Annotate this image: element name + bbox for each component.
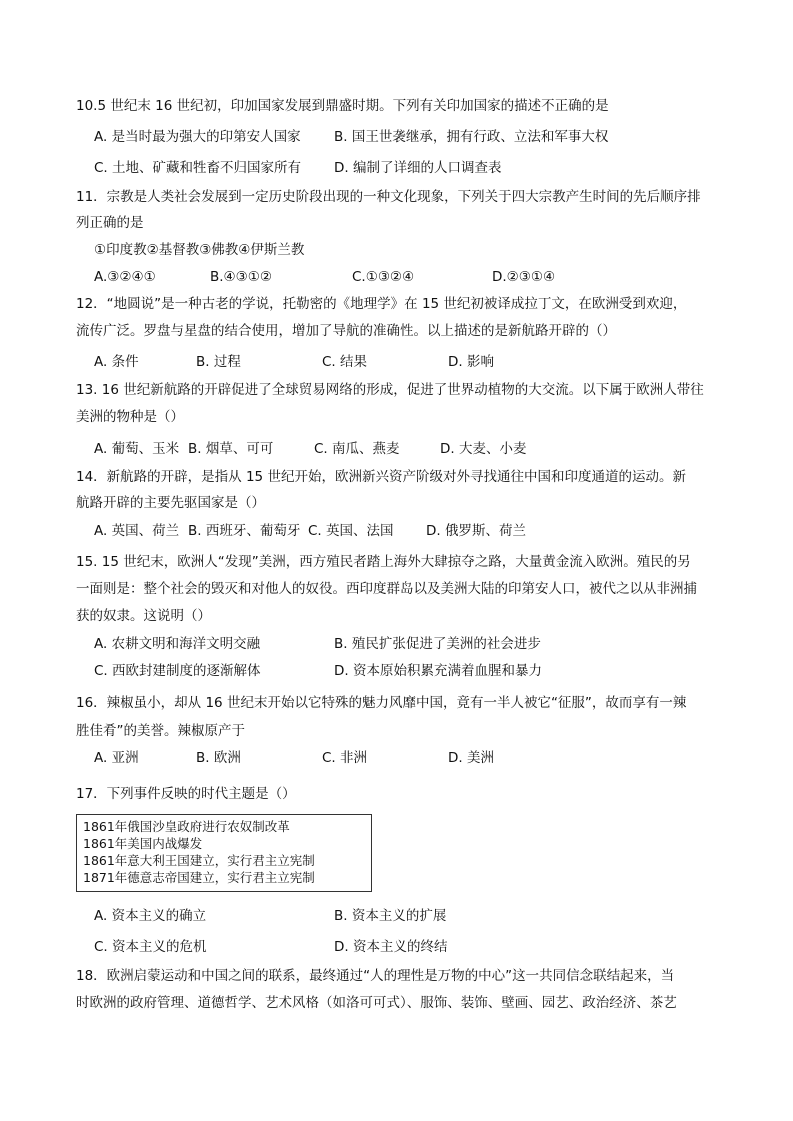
question-13-option-c: C. 南瓜、燕麦: [314, 441, 400, 457]
question-13-text-line2: 美洲的物种是（）: [76, 409, 184, 425]
question-14-option-c: C. 英国、法国: [308, 523, 394, 539]
question-13-option-a: A. 葡萄、玉米: [94, 441, 180, 457]
question-17-events-box: [76, 814, 372, 892]
question-16-text-line2: 胜佳肴”的美誉。辣椒原产于: [76, 723, 245, 739]
question-17-option-a: A. 资本主义的确立: [94, 908, 207, 924]
question-11-text-line1: 11．宗教是人类社会发展到一定历史阶段出现的一种文化现象，下列关于四大宗教产生时间的先后顺序排: [76, 189, 701, 205]
question-11-option-a: A.③②④①: [94, 269, 156, 285]
question-14-option-d: D. 俄罗斯、荷兰: [426, 523, 526, 539]
event-line: 1861年俄国沙皇政府进行农奴制改革: [83, 819, 290, 834]
question-15-text-line1: 15. 15 世纪末，欧洲人“发现”美洲，西方殖民者踏上海外大肆掠夺之路，大量黄金流入欧洲。殖民的另: [76, 554, 691, 570]
question-13-option-b: B. 烟草、可可: [188, 441, 274, 457]
question-13-text-line1: 13. 16 世纪新航路的开辟促进了全球贸易网络的形成，促进了世界动植物的大交流。以下属于欧洲人带往: [76, 382, 704, 398]
question-15-text-line3: 获的奴隶。这说明（）: [76, 608, 211, 624]
question-14-text-line1: 14．新航路的开辟，是指从 15 世纪开始，欧洲新兴资产阶级对外寻找通往中国和印度通道的运动。新: [76, 469, 686, 485]
question-15-option-a: A. 农耕文明和海洋文明交融: [94, 636, 261, 652]
question-18-text-line2: 时欧洲的政府管理、道德哲学、艺术风格（如洛可可式）、服饰、装饰、壁画、园艺、政治经济、茶艺: [76, 995, 677, 1011]
question-15-option-b: B. 殖民扩张促进了美洲的社会进步: [334, 636, 541, 652]
question-15-text-line2: 一面则是：整个社会的毁灭和对他人的奴役。西印度群岛以及美洲大陆的印第安人口，被代之以从非洲捕: [76, 581, 697, 597]
question-16-option-b: B. 欧洲: [196, 750, 241, 766]
question-17-option-d: D. 资本主义的终结: [334, 939, 448, 955]
question-13-option-d: D. 大麦、小麦: [440, 441, 527, 457]
question-10-option-d: D. 编制了详细的人口调查表: [334, 160, 502, 176]
question-11-option-c: C.①③②④: [352, 269, 415, 285]
question-14-text-line2: 航路开辟的主要先驱国家是（）: [76, 495, 265, 511]
question-15-option-c: C. 西欧封建制度的逐渐解体: [94, 663, 261, 679]
question-12-option-b: B. 过程: [196, 354, 241, 370]
event-line: 1861年意大利王国建立，实行君主立宪制: [83, 853, 315, 868]
question-16-option-a: A. 亚洲: [94, 750, 139, 766]
question-11-items: ①印度教②基督教③佛教④伊斯兰教: [94, 242, 305, 258]
question-12-option-a: A. 条件: [94, 354, 139, 370]
question-16-text-line1: 16．辣椒虽小，却从 16 世纪末开始以它特殊的魅力风靡中国，竟有一半人被它“征服”，故而享有一辣: [76, 695, 687, 711]
question-14-option-a: A. 英国、荷兰: [94, 523, 180, 539]
question-16-option-d: D. 美洲: [448, 750, 494, 766]
question-12-text-line2: 流传广泛。罗盘与星盘的结合使用，增加了导航的准确性。以上描述的是新航路开辟的（）: [76, 323, 616, 339]
question-18-text-line1: 18．欧洲启蒙运动和中国之间的联系，最终通过“人的理性是万物的中心”这一共同信念联结起来，当: [76, 968, 675, 984]
question-11-option-b: B.④③①②: [210, 269, 272, 285]
question-10-option-c: C. 土地、矿藏和牲畜不归国家所有: [94, 160, 302, 176]
question-14-option-b: B. 西班牙、葡萄牙: [188, 523, 301, 539]
question-12-option-d: D. 影响: [448, 354, 494, 370]
event-line: 1861年美国内战爆发: [83, 836, 203, 851]
event-line: 1871年德意志帝国建立，实行君主立宪制: [83, 870, 315, 885]
question-10-text: 10.5 世纪末 16 世纪初，印加国家发展到鼎盛时期。下列有关印加国家的描述不正确的是: [76, 98, 609, 114]
question-15-option-d: D. 资本原始积累充满着血腥和暴力: [334, 663, 542, 679]
question-10-option-a: A. 是当时最为强大的印第安人国家: [94, 129, 301, 145]
question-11-option-d: D.②③①④: [492, 269, 556, 285]
question-12-option-c: C. 结果: [322, 354, 368, 370]
question-10-option-b: B. 国王世袭继承，拥有行政、立法和军事大权: [334, 129, 609, 145]
question-17-text: 17．下列事件反映的时代主题是（）: [76, 786, 296, 802]
question-11-text-line2: 列正确的是: [76, 215, 144, 231]
question-16-option-c: C. 非洲: [322, 750, 368, 766]
question-12-text-line1: 12．“地圆说”是一种古老的学说，托勒密的《地理学》在 15 世纪初被译成拉丁文，在欧洲受到欢迎，: [76, 296, 687, 312]
question-17-option-b: B. 资本主义的扩展: [334, 908, 447, 924]
question-17-option-c: C. 资本主义的危机: [94, 939, 207, 955]
